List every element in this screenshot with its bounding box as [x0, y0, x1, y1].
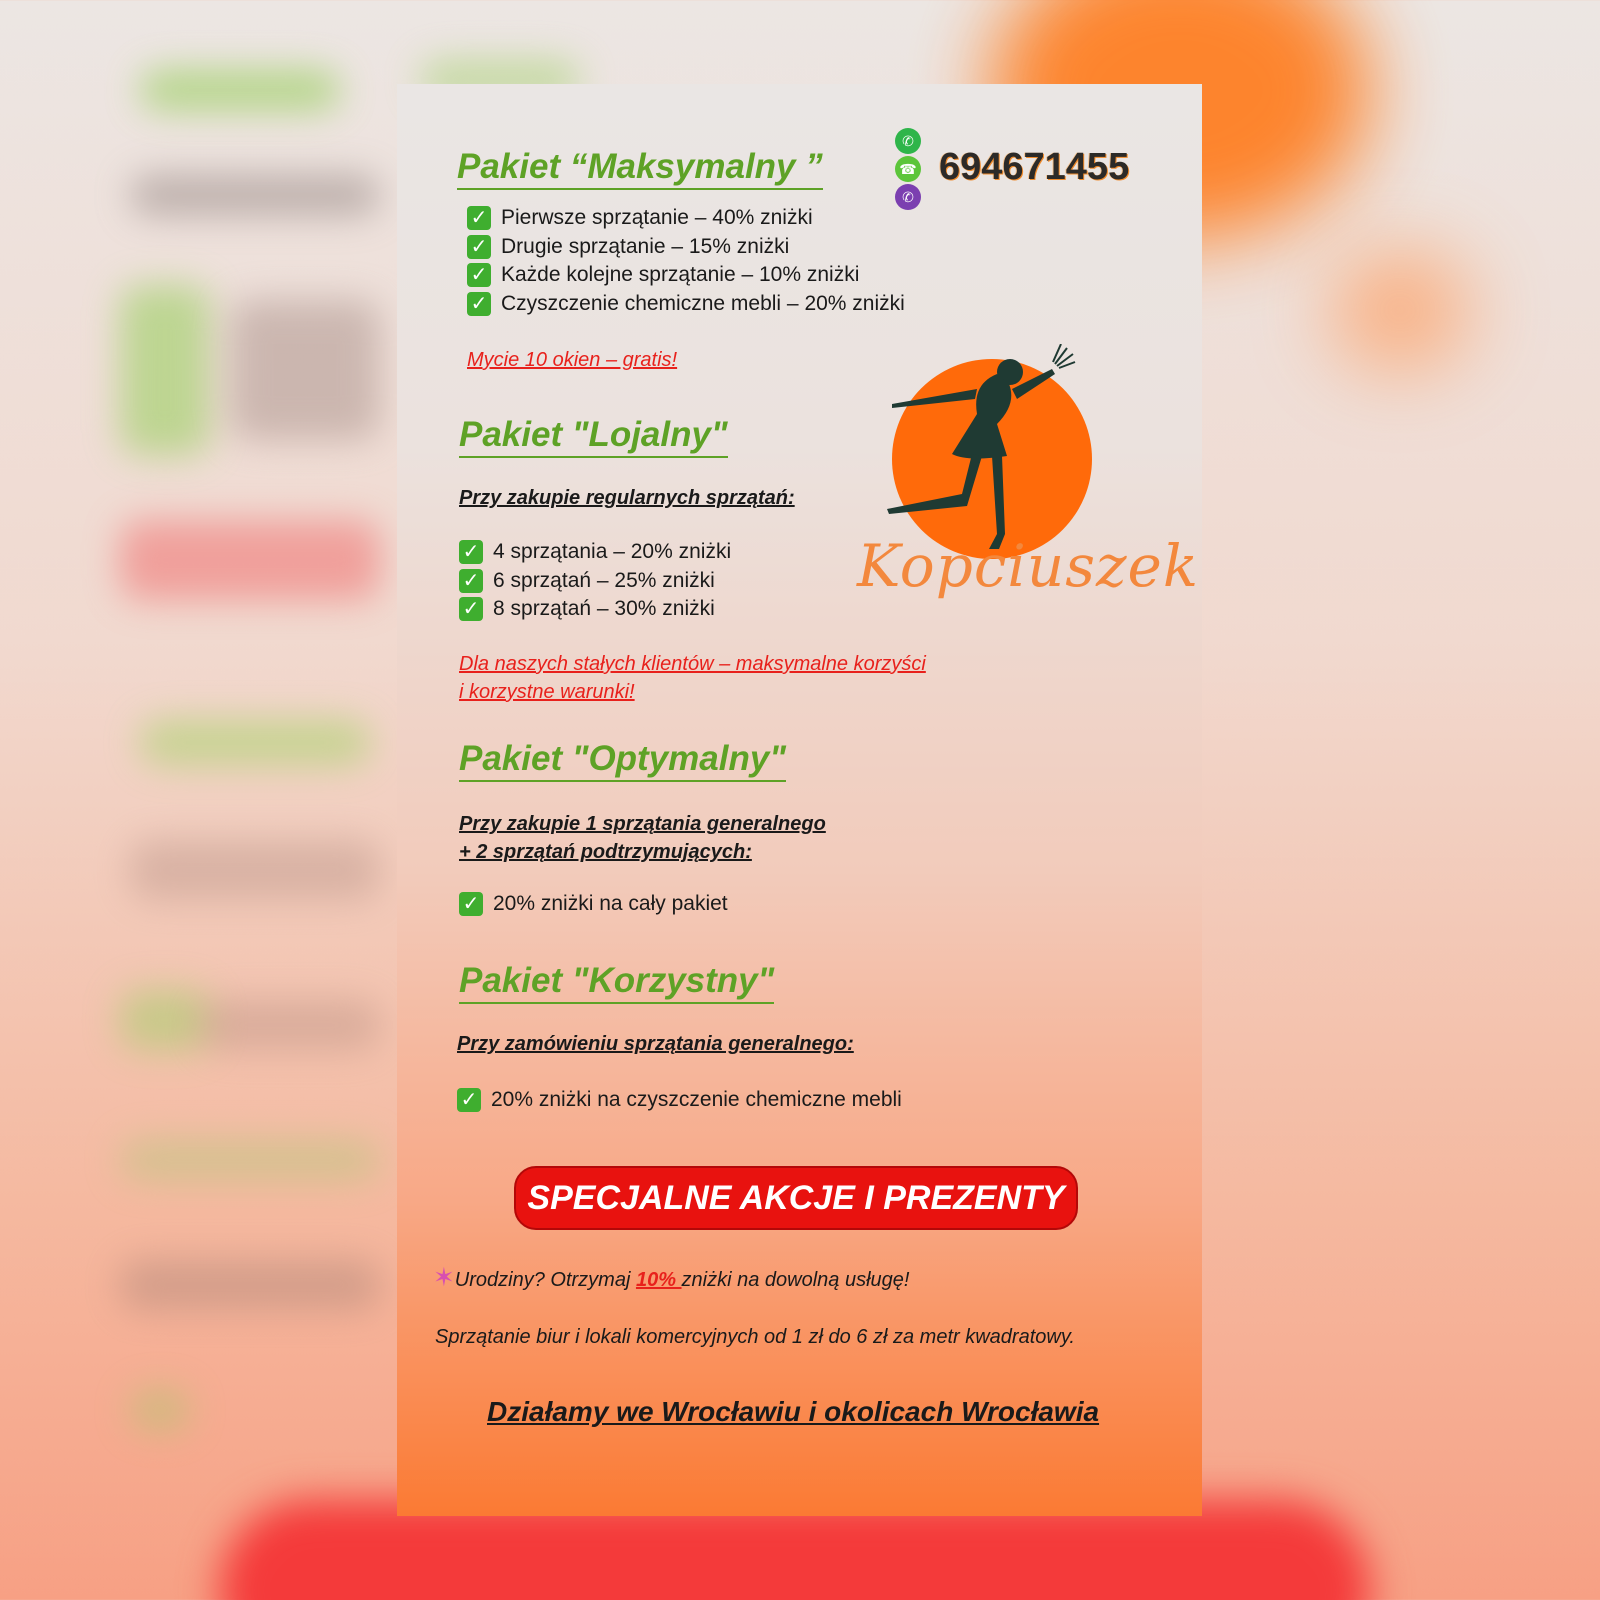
- maksymalny-note: Mycie 10 okien – gratis!: [467, 349, 678, 371]
- list-item: ✓ 20% zniżki na czyszczenie chemiczne mebli: [457, 1086, 902, 1115]
- list-item: ✓ 8 sprzątań – 30% zniżki: [459, 595, 731, 624]
- list-item: ✓ 4 sprzątania – 20% zniżki: [459, 538, 731, 567]
- birthday-line: ✶Urodziny? Otrzymaj 10% zniżki na dowolną usługę!: [433, 1262, 910, 1292]
- list-item: ✓ 20% zniżki na cały pakiet: [459, 890, 728, 919]
- phone-icon[interactable]: ☎: [895, 156, 921, 182]
- optymalny-subtitle-line1: Przy zakupie 1 sprzątania generalnego: [459, 813, 826, 835]
- check-icon: ✓: [467, 235, 491, 259]
- check-icon: ✓: [467, 263, 491, 287]
- list-item: ✓ Każde kolejne sprzątanie – 10% zniżki: [467, 261, 905, 290]
- bg-blur-orange-small: [1330, 250, 1470, 370]
- korzystny-subtitle: Przy zamówieniu sprzątania generalnego:: [457, 1033, 854, 1055]
- check-icon: ✓: [459, 597, 483, 621]
- check-icon: ✓: [459, 569, 483, 593]
- lojalny-list: [459, 538, 731, 624]
- optymalny-list: [459, 890, 728, 919]
- maksymalny-list: [467, 204, 905, 318]
- bg-blur-bar: [140, 70, 340, 110]
- party-popper-icon: ✶: [433, 1262, 455, 1292]
- check-icon: ✓: [467, 206, 491, 230]
- service-area-footer: Działamy we Wrocławiu i okolicach Wrocławia: [487, 1396, 1100, 1427]
- bg-blur-bar: [200, 1000, 380, 1050]
- bg-blur-bar: [130, 175, 380, 215]
- bg-blur-bar: [130, 840, 380, 900]
- bg-blur-bar: [120, 1260, 380, 1310]
- lojalny-note-line2: i korzystne warunki!: [459, 681, 635, 703]
- brand-logo-text: Kopciuszek: [857, 532, 1199, 600]
- bg-blur-bar: [120, 990, 210, 1050]
- whatsapp-icon[interactable]: ✆: [895, 128, 921, 154]
- package-title-optymalny: Pakiet "Optymalny": [459, 738, 786, 782]
- lojalny-note-line1: Dla naszych stałych klientów – maksymalne korzyści: [459, 653, 926, 675]
- list-item: ✓ Czyszczenie chemiczne mebli – 20% zniżki: [467, 290, 905, 319]
- bg-blur-bar: [120, 1140, 380, 1180]
- list-item: ✓ Drugie sprzątanie – 15% zniżki: [467, 233, 905, 262]
- special-offers-button[interactable]: SPECJALNE AKCJE I PREZENTY: [514, 1166, 1078, 1230]
- package-title-korzystny: Pakiet "Korzystny": [459, 960, 774, 1004]
- list-item: ✓ 6 sprzątań – 25% zniżki: [459, 567, 731, 596]
- check-icon: ✓: [459, 892, 483, 916]
- bg-blur-bar: [120, 285, 210, 455]
- check-icon: ✓: [467, 292, 491, 316]
- offices-line: Sprzątanie biur i lokali komercyjnych od 1 zł do 6 zł za metr kwadratowy.: [435, 1326, 1075, 1348]
- list-item: ✓ Pierwsze sprzątanie – 40% zniżki: [467, 204, 905, 233]
- package-title-maksymalny: Pakiet “Maksymalny ”: [457, 146, 823, 190]
- bg-blur-bar: [130, 1390, 190, 1430]
- bg-blur-bar: [120, 520, 380, 600]
- check-icon: ✓: [459, 540, 483, 564]
- phone-number[interactable]: 694671455: [939, 146, 1130, 188]
- bg-blur-bar: [140, 720, 370, 765]
- lojalny-subtitle: Przy zakupie regularnych sprzątań:: [459, 487, 795, 509]
- flyer: [397, 84, 1202, 1516]
- check-icon: ✓: [457, 1088, 481, 1112]
- korzystny-list: [457, 1086, 902, 1115]
- bg-blur-bar: [230, 300, 380, 440]
- viber-icon[interactable]: ✆: [895, 184, 921, 210]
- optymalny-subtitle-line2: + 2 sprzątań podtrzymujących:: [459, 841, 752, 863]
- package-title-lojalny: Pakiet "Lojalny": [459, 414, 728, 458]
